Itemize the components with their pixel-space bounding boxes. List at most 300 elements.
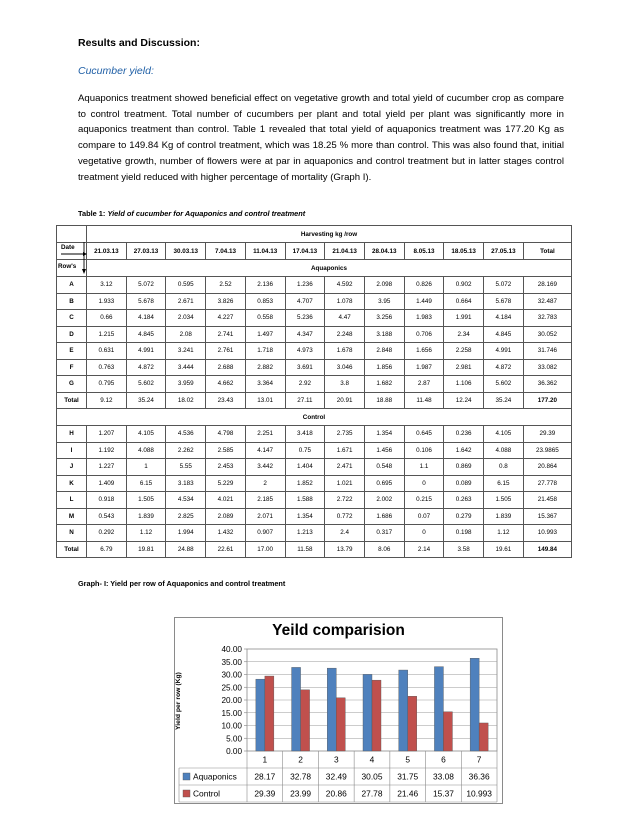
table-cell: 8.06: [364, 541, 404, 558]
table-cell: 0.558: [245, 310, 285, 327]
table-cell: 1.404: [285, 459, 325, 476]
table-cell: 17.00: [245, 541, 285, 558]
table-cell: 5.678: [484, 293, 524, 310]
table-cell: 2.848: [364, 343, 404, 360]
table-cell: 1.456: [364, 442, 404, 459]
table-cell: 0.631: [87, 343, 127, 360]
table-cell: 11.48: [404, 392, 444, 409]
table-cell: 4.991: [126, 343, 166, 360]
yield-table-body: [57, 226, 572, 558]
table-cell: 11.58: [285, 541, 325, 558]
table-row: [57, 326, 572, 343]
table-cell: 3.418: [285, 426, 325, 443]
table-cell: 0.595: [166, 277, 206, 294]
table-cell: 5.55: [166, 459, 206, 476]
down-arrow-icon: [81, 242, 89, 276]
row-label-cell: E: [57, 343, 87, 360]
table-cell: 2.4: [325, 525, 365, 542]
table-row: [57, 293, 572, 310]
table-cell: 1.497: [245, 326, 285, 343]
table-cell: 2.089: [206, 508, 246, 525]
table-cell: 15.367: [523, 508, 571, 525]
data-table-value: 20.86: [325, 788, 347, 799]
bar-aquaponics: [256, 679, 265, 751]
rows-label: Row's: [58, 263, 77, 270]
table-cell: 1.505: [126, 492, 166, 509]
date-header-cell: 30.03.13: [166, 243, 206, 260]
table-cell: 5.072: [484, 277, 524, 294]
data-table-value: 23.99: [290, 788, 312, 799]
data-table-value: 28.17: [254, 771, 276, 782]
table-cell: 3.95: [364, 293, 404, 310]
table-cell: 0.215: [404, 492, 444, 509]
aquaponics-header: Aquaponics: [87, 260, 572, 277]
table-cell: 1.215: [87, 326, 127, 343]
table-cell: 1.682: [364, 376, 404, 393]
y-tick-label: 20.00: [221, 696, 242, 705]
total-header-cell: Total: [523, 243, 571, 260]
date-header-cell: 28.04.13: [364, 243, 404, 260]
table-cell: 3.959: [166, 376, 206, 393]
table-cell: 1.588: [285, 492, 325, 509]
table-cell: 0.772: [325, 508, 365, 525]
x-category-label: 2: [298, 754, 303, 765]
table-cell: 3.12: [87, 277, 127, 294]
table-cell: 1.432: [206, 525, 246, 542]
table-cell: 1.207: [87, 426, 127, 443]
table-cell: 4.707: [285, 293, 325, 310]
table-cell: 1.409: [87, 475, 127, 492]
table-cell: 22.61: [206, 541, 246, 558]
table-cell: 0.198: [444, 525, 484, 542]
row-label-cell: C: [57, 310, 87, 327]
y-tick-label: 15.00: [221, 708, 242, 718]
date-header-cell: 18.05.13: [444, 243, 484, 260]
table-cell: 0.317: [364, 525, 404, 542]
table-cell: 32.487: [523, 293, 571, 310]
corner-cell: [57, 226, 87, 243]
table-row: [57, 376, 572, 393]
bar-control: [479, 723, 488, 751]
table-cell: 0.263: [444, 492, 484, 509]
aquaponics-header-row: [57, 260, 572, 277]
table-row: [57, 359, 572, 376]
rows-corner-cell: [57, 260, 87, 277]
table-cell: 1.994: [166, 525, 206, 542]
table-cell: 2.251: [245, 426, 285, 443]
table-cell: 1.983: [404, 310, 444, 327]
table-cell: 0.869: [444, 459, 484, 476]
table-cell: 30.052: [523, 326, 571, 343]
bar-aquaponics: [434, 667, 443, 751]
table-cell: 0.106: [404, 442, 444, 459]
table-cell: 2.52: [206, 277, 246, 294]
table-cell: 1.236: [285, 277, 325, 294]
table-row: [57, 277, 572, 294]
row-label-cell: G: [57, 376, 87, 393]
table-cell: 35.24: [484, 392, 524, 409]
table-cell: 2.735: [325, 426, 365, 443]
table-cell: 0.853: [245, 293, 285, 310]
table-cell: 2.882: [245, 359, 285, 376]
data-table-value: 27.78: [361, 788, 383, 799]
row-label-cell: D: [57, 326, 87, 343]
table-row: [57, 525, 572, 542]
y-tick-label: 25.00: [221, 683, 242, 693]
date-header-cell: 21.04.13: [325, 243, 365, 260]
table-cell: 24.88: [166, 541, 206, 558]
table-cell: 1.227: [87, 459, 127, 476]
row-label-cell: F: [57, 359, 87, 376]
table-cell: 0.292: [87, 525, 127, 542]
table-cell: 2.258: [444, 343, 484, 360]
table-cell: 2.34: [444, 326, 484, 343]
bar-aquaponics: [399, 670, 408, 751]
row-label-cell: Total: [57, 541, 87, 558]
x-category-label: 5: [405, 754, 411, 765]
table-cell: 4.47: [325, 310, 365, 327]
table-cell: 35.24: [126, 392, 166, 409]
table-cell: 23.43: [206, 392, 246, 409]
table-cell: 1.686: [364, 508, 404, 525]
table-cell: 2.453: [206, 459, 246, 476]
table-cell: 1.021: [325, 475, 365, 492]
data-table-value: 32.78: [290, 771, 312, 782]
total-row: [57, 541, 572, 558]
x-category-label: 3: [333, 754, 339, 765]
table-row: [57, 442, 572, 459]
y-tick-label: 0.00: [226, 747, 242, 756]
table-cell: 0.236: [444, 426, 484, 443]
table-cell: 2.688: [206, 359, 246, 376]
table-cell: 3.691: [285, 359, 325, 376]
y-tick-label: 10.00: [221, 721, 242, 731]
table-cell: 4.184: [126, 310, 166, 327]
table-cell: 1.671: [325, 442, 365, 459]
table-cell: 19.61: [484, 541, 524, 558]
table-cell: 31.746: [523, 343, 571, 360]
table-cell: 36.362: [523, 376, 571, 393]
table-cell: 0: [404, 525, 444, 542]
table-cell: 2.002: [364, 492, 404, 509]
table-cell: 18.88: [364, 392, 404, 409]
table-cell: 2.262: [166, 442, 206, 459]
bar-control: [372, 680, 381, 751]
table-row: [57, 508, 572, 525]
table-cell: 1.1: [404, 459, 444, 476]
legend-label: Control: [193, 788, 220, 799]
control-header: Control: [57, 409, 572, 426]
table-cell: 4.347: [285, 326, 325, 343]
table-cell: 1.991: [444, 310, 484, 327]
table-cell: 1.192: [87, 442, 127, 459]
data-table-value: 30.05: [361, 771, 383, 782]
table-cell: 21.458: [523, 492, 571, 509]
table-cell: 23.9865: [523, 442, 571, 459]
table-cell: 4.105: [126, 426, 166, 443]
table-cell: 20.864: [523, 459, 571, 476]
table-cell: 4.845: [484, 326, 524, 343]
table-cell: 0.763: [87, 359, 127, 376]
x-category-label: 4: [369, 754, 375, 765]
table-cell: 12.24: [444, 392, 484, 409]
row-label-cell: L: [57, 492, 87, 509]
row-label-cell: M: [57, 508, 87, 525]
table-cell: 2.136: [245, 277, 285, 294]
table-row: [57, 426, 572, 443]
table-cell: 1.642: [444, 442, 484, 459]
table-cell: 0.089: [444, 475, 484, 492]
table-row: [57, 343, 572, 360]
table-cell: 32.783: [523, 310, 571, 327]
control-header-row: [57, 409, 572, 426]
y-axis-label: Yield per row (Kg): [175, 672, 182, 730]
table-cell: 1.505: [484, 492, 524, 509]
table-caption-label: Table 1:: [78, 209, 106, 218]
bar-aquaponics: [292, 667, 301, 751]
table-cell: 4.991: [484, 343, 524, 360]
table-cell: 2.722: [325, 492, 365, 509]
table-cell: 1.839: [484, 508, 524, 525]
table-cell: 5.229: [206, 475, 246, 492]
subsection-heading: Cucumber yield:: [78, 65, 154, 77]
table-cell: 6.15: [484, 475, 524, 492]
table-cell: 0: [404, 475, 444, 492]
date-header-cell: 7.04.13: [206, 243, 246, 260]
chart-title: Yeild comparision: [272, 622, 405, 639]
row-label-cell: B: [57, 293, 87, 310]
table-cell: 3.364: [245, 376, 285, 393]
chart-container: [174, 617, 503, 804]
graph-caption: Graph- I: Yield per row of Aquaponics and control treatment: [78, 579, 286, 588]
table-cell: 1.354: [364, 426, 404, 443]
table-cell: 0.07: [404, 508, 444, 525]
table-cell: 0.543: [87, 508, 127, 525]
table-cell: 3.188: [364, 326, 404, 343]
table-cell: 18.02: [166, 392, 206, 409]
table-cell: 27.778: [523, 475, 571, 492]
row-label-cell: J: [57, 459, 87, 476]
table-cell: 2.92: [285, 376, 325, 393]
table-cell: 3.8: [325, 376, 365, 393]
data-table-value: 31.75: [397, 771, 419, 782]
row-label-cell: Total: [57, 392, 87, 409]
table-cell: 5.602: [126, 376, 166, 393]
table-cell: 1.354: [285, 508, 325, 525]
table-cell: 1.718: [245, 343, 285, 360]
table-cell: 0.279: [444, 508, 484, 525]
table-row: [57, 492, 572, 509]
total-row: [57, 392, 572, 409]
harvesting-header: Harvesting kg /row: [87, 226, 572, 243]
table-cell: 3.444: [166, 359, 206, 376]
date-header-row: [57, 243, 572, 260]
table-cell: 2.741: [206, 326, 246, 343]
table-cell: 2.761: [206, 343, 246, 360]
table-cell: 1.852: [285, 475, 325, 492]
table-cell: 1.656: [404, 343, 444, 360]
table-cell: 4.592: [325, 277, 365, 294]
table-cell: 2.248: [325, 326, 365, 343]
date-header-cell: 27.03.13: [126, 243, 166, 260]
table-cell: 1.449: [404, 293, 444, 310]
table-cell: 2.14: [404, 541, 444, 558]
table-cell: 1.12: [126, 525, 166, 542]
table-cell: 2.08: [166, 326, 206, 343]
table-cell: 2.87: [404, 376, 444, 393]
table-cell: 2.671: [166, 293, 206, 310]
data-table-value: 32.49: [325, 771, 347, 782]
table-cell: 13.79: [325, 541, 365, 558]
table-cell: 177.20: [523, 392, 571, 409]
data-table-value: 36.36: [468, 771, 490, 782]
table-cell: 0.66: [87, 310, 127, 327]
legend-label: Aquaponics: [193, 771, 237, 782]
bar-aquaponics: [327, 668, 336, 751]
table-cell: 1.839: [126, 508, 166, 525]
table-cell: 4.147: [245, 442, 285, 459]
table-cell: 2.098: [364, 277, 404, 294]
table-cell: 4.662: [206, 376, 246, 393]
table-cell: 6.15: [126, 475, 166, 492]
table-cell: 3.58: [444, 541, 484, 558]
data-table-value: 29.39: [254, 788, 276, 799]
table-cell: 28.169: [523, 277, 571, 294]
row-label-cell: K: [57, 475, 87, 492]
table-cell: 0.795: [87, 376, 127, 393]
table-cell: 4.534: [166, 492, 206, 509]
data-table-value: 33.08: [432, 771, 454, 782]
table-cell: 1: [126, 459, 166, 476]
table-cell: 0.826: [404, 277, 444, 294]
date-header-cell: 27.05.13: [484, 243, 524, 260]
table-cell: 4.088: [484, 442, 524, 459]
table-row: [57, 310, 572, 327]
y-tick-label: 40.00: [221, 645, 242, 654]
table-cell: 0.664: [444, 293, 484, 310]
x-category-label: 6: [441, 754, 446, 765]
table-cell: 2.585: [206, 442, 246, 459]
table-cell: 3.442: [245, 459, 285, 476]
date-header-cell: 21.03.13: [87, 243, 127, 260]
row-label-cell: N: [57, 525, 87, 542]
table-cell: 4.105: [484, 426, 524, 443]
bar-control: [336, 698, 345, 751]
table-cell: 3.826: [206, 293, 246, 310]
body-paragraph: Aquaponics treatment showed beneficial effect on vegetative growth and total yield of cucumber crop as compare to control treatment. Total number of cucumbers per plant and total yield per plant was significantly more in aquaponics treatment than control. Table 1 revealed that total yield of aquaponics treatment was 177.20 Kg as compare to 149.84 Kg of control treatment, which was 18.25 % more than control. This was also found that, initial vegetative growth, number of flowers were at par in aquaponics and control treatment but in latter stages control treatment yield reduced with higher percentage of mortality (Graph I).: [78, 93, 564, 183]
table-cell: 2.825: [166, 508, 206, 525]
bar-control: [265, 676, 274, 751]
table-cell: 0.645: [404, 426, 444, 443]
bar-aquaponics: [470, 658, 479, 751]
bar-control: [301, 690, 310, 751]
row-label-cell: A: [57, 277, 87, 294]
table-cell: 0.695: [364, 475, 404, 492]
table-cell: 0.8: [484, 459, 524, 476]
table-cell: 2.981: [444, 359, 484, 376]
bar-control: [443, 712, 452, 751]
date-header-cell: 11.04.13: [245, 243, 285, 260]
table-cell: 6.79: [87, 541, 127, 558]
table-row: [57, 475, 572, 492]
table-cell: 1.106: [444, 376, 484, 393]
chart-svg: [175, 618, 502, 803]
table-cell: 2.471: [325, 459, 365, 476]
table-cell: 29.39: [523, 426, 571, 443]
y-tick-label: 35.00: [221, 657, 242, 667]
table-cell: 4.536: [166, 426, 206, 443]
table-cell: 4.872: [484, 359, 524, 376]
table-caption-text: Yield of cucumber for Aquaponics and control treatment: [107, 209, 306, 218]
table-cell: 2: [245, 475, 285, 492]
data-table-value: 21.46: [397, 788, 419, 799]
table-cell: 33.082: [523, 359, 571, 376]
table-cell: 3.241: [166, 343, 206, 360]
row-label-cell: I: [57, 442, 87, 459]
table-cell: 1.987: [404, 359, 444, 376]
bar-aquaponics: [363, 674, 372, 751]
table-cell: 2.185: [245, 492, 285, 509]
table-cell: 0.706: [404, 326, 444, 343]
x-category-label: 1: [262, 754, 268, 765]
table-cell: 4.798: [206, 426, 246, 443]
table-cell: 0.548: [364, 459, 404, 476]
y-tick-label: 5.00: [226, 734, 242, 744]
table-cell: 0.75: [285, 442, 325, 459]
table-cell: 1.933: [87, 293, 127, 310]
table-cell: 1.12: [484, 525, 524, 542]
date-header-cell: 17.04.13: [285, 243, 325, 260]
table-cell: 2.071: [245, 508, 285, 525]
table-cell: 1.856: [364, 359, 404, 376]
date-header-cell: 8.05.13: [404, 243, 444, 260]
table-cell: 1.678: [325, 343, 365, 360]
data-table-value: 15.37: [432, 788, 454, 799]
table-cell: 4.184: [484, 310, 524, 327]
table-cell: 2.034: [166, 310, 206, 327]
legend-swatch: [183, 790, 190, 797]
table-cell: 1.078: [325, 293, 365, 310]
table-cell: 4.845: [126, 326, 166, 343]
table-cell: 0.918: [87, 492, 127, 509]
date-label: Date: [61, 244, 75, 251]
table-cell: 27.11: [285, 392, 325, 409]
table-cell: 9.12: [87, 392, 127, 409]
table-cell: 3.183: [166, 475, 206, 492]
table-cell: 5.602: [484, 376, 524, 393]
table-cell: 20.91: [325, 392, 365, 409]
table-cell: 3.256: [364, 310, 404, 327]
yield-table: [56, 225, 572, 558]
bar-control: [408, 696, 417, 751]
table-cell: 5.072: [126, 277, 166, 294]
legend-swatch: [183, 773, 190, 780]
table-cell: 4.973: [285, 343, 325, 360]
table-cell: 0.902: [444, 277, 484, 294]
table-cell: 5.236: [285, 310, 325, 327]
table-cell: 0.907: [245, 525, 285, 542]
y-tick-label: 30.00: [221, 670, 242, 680]
section-heading: Results and Discussion:: [78, 37, 200, 49]
table-cell: 5.678: [126, 293, 166, 310]
data-table-value: 10.993: [466, 788, 492, 799]
row-label-cell: H: [57, 426, 87, 443]
table-cell: 1.213: [285, 525, 325, 542]
table-cell: 19.81: [126, 541, 166, 558]
table-cell: 4.227: [206, 310, 246, 327]
table-caption: [78, 209, 305, 218]
table-row: [57, 459, 572, 476]
